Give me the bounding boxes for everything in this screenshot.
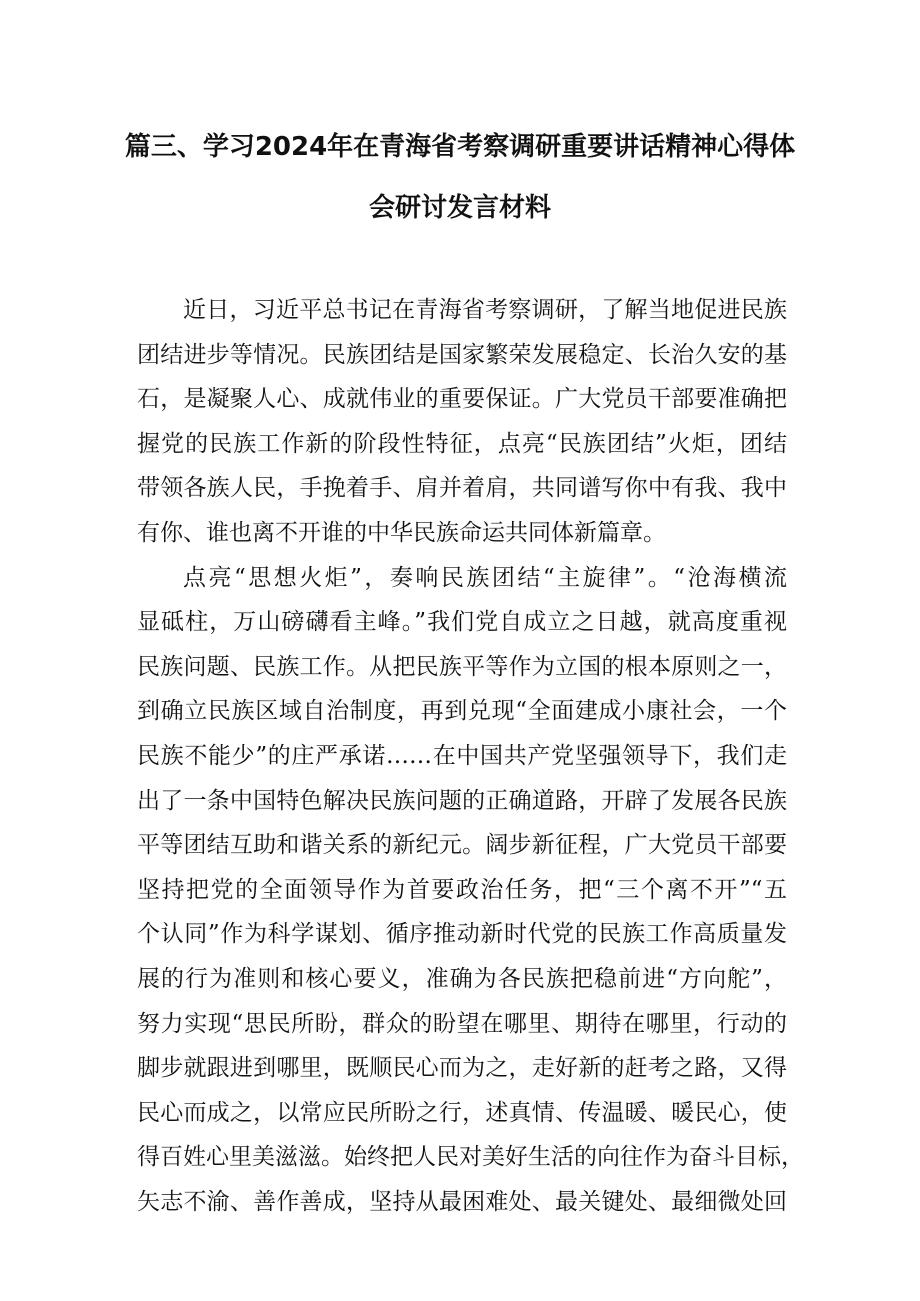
document-body [137,288,804,1224]
paragraph-line: 近日，习近平总书记在青海省考察调研，了解当地促进民族 [183,297,787,323]
paragraph-2 [137,556,804,1225]
paragraph-line: 平等团结互助和谐关系的新纪元。阔步新征程，广大党员干部要 [137,832,787,859]
paragraph-line: 矢志不渝、善作善成，坚持从最困难处、最关键处、最细微处回 [137,1188,787,1215]
paragraph-line: 努力实现“思民所盼，群众的盼望在哪里、期待在哪里，行动的 [137,1010,787,1037]
paragraph-1 [137,288,787,556]
paragraph-line: 点亮“思想火炬”，奏响民族团结“主旋律”。“沧海横流 [183,564,787,591]
paragraph-line: 出了一条中国特色解决民族问题的正确道路，开辟了发展各民族 [137,787,787,814]
paragraph-line: 脚步就跟进到哪里，既顺民心而为之，走好新的赶考之路，又得 [137,1055,787,1082]
paragraph-line: 民族不能少”的庄严承诺……在中国共产党坚强领导下，我们走 [137,742,787,769]
paragraph-line: 到确立民族区域自治制度，再到兑现“全面建成小康社会，一个 [137,698,787,725]
paragraph-line: 团结进步等情况。民族团结是国家繁荣发展稳定、长治久安的基 [137,341,787,368]
paragraph-line: 个认同”作为科学谋划、循序推动新时代党的民族工作高质量发 [137,921,787,948]
paragraph-line: 民族问题、民族工作。从把民族平等作为立国的根本原则之一， [137,653,787,680]
paragraph-line: 民心而成之，以常应民所盼之行，述真情、传温暖、暖民心，使 [137,1099,787,1126]
paragraph-line: 展的行为准则和核心要义，准确为各民族把稳前进“方向舵”， [137,965,787,992]
paragraph-line: 有你、谁也离不开谁的中华民族命运共同体新篇章。 [137,519,666,546]
paragraph-line: 显砥柱，万山磅礴看主峰。”我们党自成立之日越，就高度重视 [137,609,787,636]
document-title-line-2: 会研讨发言材料 [368,193,551,223]
paragraph-line: 石，是凝聚人心、成就伟业的重要保证。广大党员干部要准确把 [137,386,787,413]
paragraph-line: 得百姓心里美滋滋。始终把人民对美好生活的向往作为奋斗目标， [137,1144,804,1171]
paragraph-line: 带领各族人民，手挽着手、肩并着肩，共同谱写你中有我、我中 [137,475,787,502]
paragraph-line: 握党的民族工作新的阶段性特征，点亮“民族团结”火炬，团结 [137,430,787,457]
document-title-line-1: 篇三、学习2024年在青海省考察调研重要讲话精神心得体 [124,132,796,162]
paragraph-line: 坚持把党的全面领导作为首要政治任务，把“三个离不开”“五 [137,876,787,903]
